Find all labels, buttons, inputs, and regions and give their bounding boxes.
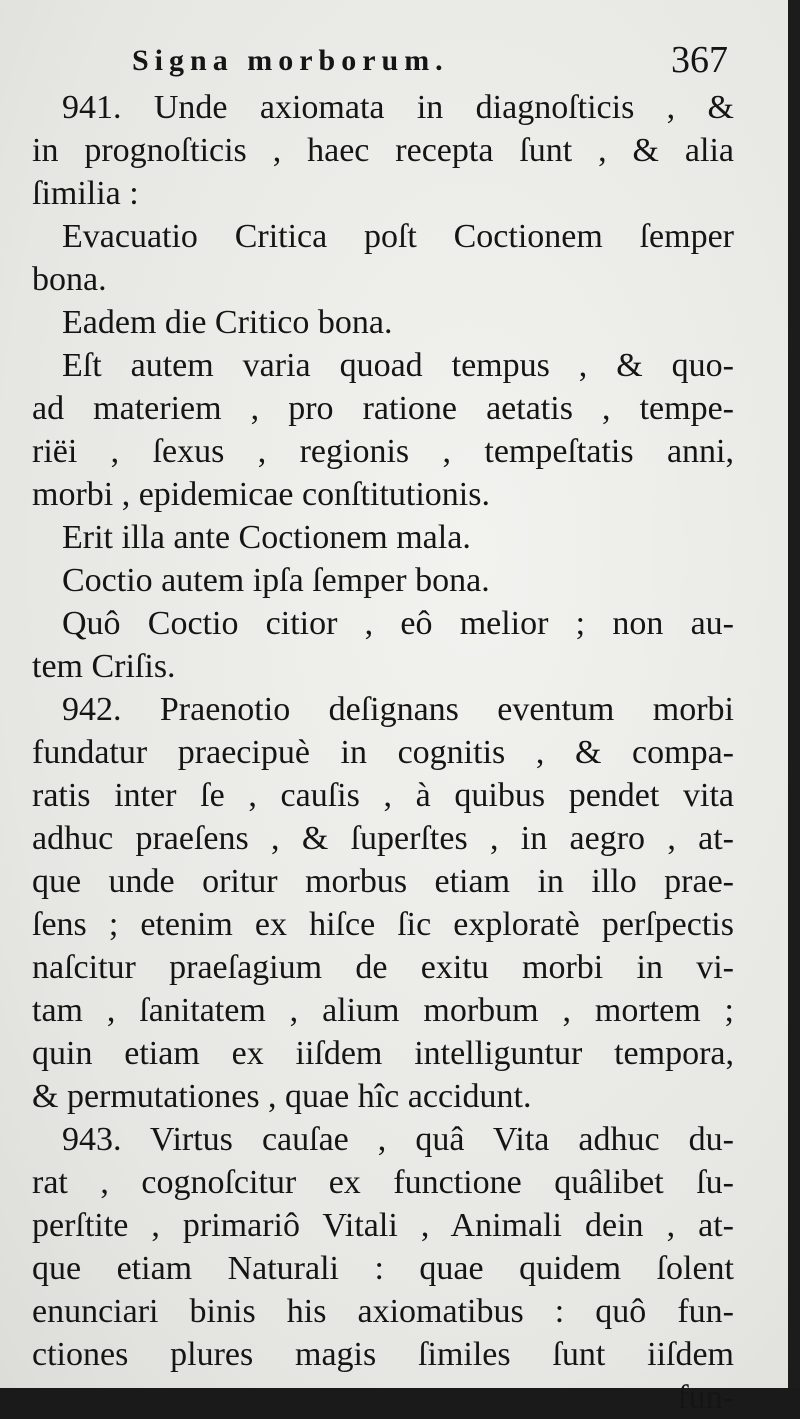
text-line: fun-	[677, 1379, 734, 1416]
text-line: ſens ; etenim ex hiſce ſic exploratè perſpectis	[32, 906, 734, 943]
text-line: perſtite , primariô Vitali , Animali dein , at-	[32, 1207, 734, 1244]
text-line: Evacuatio Critica poſt Coctionem ſemper	[62, 218, 734, 255]
text-line: quin etiam ex iiſdem intelliguntur tempora,	[32, 1035, 734, 1072]
text-line: adhuc praeſens , & ſuperſtes , in aegro , at-	[32, 820, 734, 857]
text-line: 943. Virtus cauſae , quâ Vita adhuc du-	[62, 1121, 734, 1158]
text-line: in prognoſticis , haec recepta ſunt , & alia	[32, 132, 734, 169]
text-line: ctiones plures magis ſimiles ſunt iiſdem	[32, 1336, 734, 1373]
text-line: Eſt autem varia quoad tempus , & quo-	[62, 347, 734, 384]
text-line: 941. Unde axiomata in diagnoſticis , &	[62, 89, 734, 126]
text-line: ratis inter ſe , cauſis , à quibus pendet vita	[32, 777, 734, 814]
text-line: Quô Coctio citior , eô melior ; non au-	[62, 605, 734, 642]
page-header	[132, 38, 728, 88]
text-line: riëi , ſexus , regionis , tempeſtatis anni,	[32, 433, 734, 470]
text-line: ad materiem , pro ratione aetatis , tempe-	[32, 390, 734, 427]
text-line: bona.	[32, 261, 107, 298]
text-line: fundatur praecipuè in cognitis , & compa-	[32, 734, 734, 771]
text-line: morbi , epidemicae conſtitutionis.	[32, 476, 490, 513]
text-line: Eadem die Critico bona.	[62, 304, 393, 341]
text-line: tam , ſanitatem , alium morbum , mortem ;	[32, 992, 734, 1029]
text-line: enunciari binis his axiomatibus : quô fun-	[32, 1293, 734, 1330]
text-line: naſcitur praeſagium de exitu morbi in vi-	[32, 949, 734, 986]
text-line: ſimilia :	[32, 175, 139, 212]
text-line: & permutationes , quae hîc accidunt.	[32, 1078, 532, 1115]
page-number: 367	[671, 39, 728, 81]
running-head: Signa morborum.	[132, 44, 449, 77]
text-line: rat , cognoſcitur ex functione quâlibet ſu-	[32, 1164, 734, 1201]
text-line: Coctio autem ipſa ſemper bona.	[62, 562, 490, 599]
text-line: 942. Praenotio deſignans eventum morbi	[62, 691, 734, 728]
page-edge	[788, 0, 800, 1388]
body-text	[32, 86, 734, 1419]
text-line: tem Criſis.	[32, 648, 176, 685]
text-line: que etiam Naturali : quae quidem ſolent	[32, 1250, 734, 1287]
text-line: Erit illa ante Coctionem mala.	[62, 519, 471, 556]
text-line: que unde oritur morbus etiam in illo prae-	[32, 863, 734, 900]
